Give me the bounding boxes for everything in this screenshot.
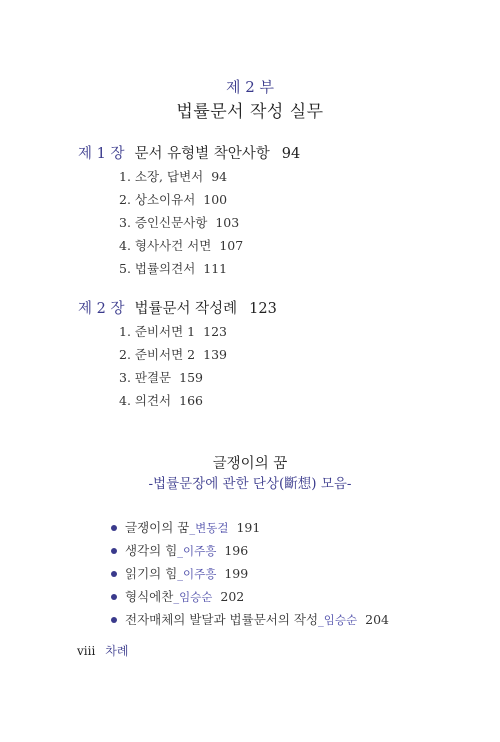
entry-title: 2. 상소이유서 [119,192,196,207]
essay-title: 글쟁이의 꿈 [125,520,190,535]
entry-page: 111 [203,261,228,276]
entry-page: 100 [203,192,228,207]
essays-subtitle: -법률문장에 관한 단상(斷想) 모음- [148,476,352,492]
essay-author: _이주흥 [177,544,217,558]
chapter-page: 94 [281,146,301,162]
essay-author: _임승순 [318,613,358,627]
chapter-page: 123 [249,301,277,317]
bullet-icon [111,525,117,531]
essay-item[interactable] [111,610,389,628]
toc-entry[interactable] [119,259,227,277]
toc-entry[interactable] [119,391,203,409]
entry-title: 3. 판결문 [119,370,172,385]
entry-title: 2. 준비서면 2 [119,347,196,362]
essay-page: 199 [224,566,249,581]
toc-entry[interactable] [119,322,227,340]
bullet-icon [111,594,117,600]
essay-author: _이주흥 [177,567,217,581]
chapter-title: 문서 유형별 착안사항 [134,146,270,162]
toc-entry[interactable] [119,190,227,208]
chapter-title: 법률문서 작성례 [134,301,238,317]
toc-entry[interactable] [119,345,227,363]
entry-page: 123 [203,324,227,339]
entry-title: 5. 법률의견서 [119,261,196,276]
essay-page: 202 [220,589,245,604]
essay-author: _임승순 [173,590,213,604]
chapter-label: 제 1 장 [78,146,125,162]
entry-title: 4. 형사사건 서면 [119,238,212,253]
part-label: 제 2 부 [225,78,275,96]
entry-page: 107 [219,238,244,253]
entry-page: 166 [179,393,203,408]
essay-title: 전자매체의 발달과 법률문서의 작성 [125,612,319,627]
part-title: 법률문서 작성 실무 [176,102,324,122]
essay-page: 204 [365,612,389,627]
entry-page: 139 [203,347,227,362]
entry-title: 3. 증인신문사항 [119,215,208,230]
toc-entry[interactable] [119,236,243,254]
essay-title: 형식에찬 [125,589,174,604]
entry-title: 4. 의견서 [119,393,172,408]
essay-item[interactable] [111,587,244,605]
entry-page: 103 [215,215,240,230]
entry-title: 1. 준비서면 1 [119,324,196,339]
essay-page: 191 [236,520,261,535]
bullet-icon [111,571,117,577]
bullet-icon [111,548,117,554]
bullet-icon [111,617,117,623]
footer-label: 차례 [105,644,129,658]
chapter-1-heading[interactable] [78,142,300,163]
page-footer [77,642,128,659]
toc-entry[interactable] [119,213,239,231]
essay-item[interactable] [111,541,248,559]
chapter-label: 제 2 장 [78,301,125,317]
entry-page: 94 [211,169,228,184]
toc-entry[interactable] [119,368,203,386]
essays-title: 글쟁이의 꿈 [212,456,288,472]
chapter-2-heading[interactable] [78,297,277,318]
entry-title: 1. 소장, 답변서 [119,169,204,184]
page-number: viii [77,644,96,658]
entry-page: 159 [179,370,203,385]
essay-title: 생각의 힘 [125,543,178,558]
essay-author: _변동걸 [189,521,229,535]
toc-entry[interactable] [119,167,227,185]
essay-page: 196 [224,543,249,558]
essay-item[interactable] [111,564,248,582]
essay-item[interactable] [111,518,260,536]
essay-title: 읽기의 힘 [125,566,178,581]
